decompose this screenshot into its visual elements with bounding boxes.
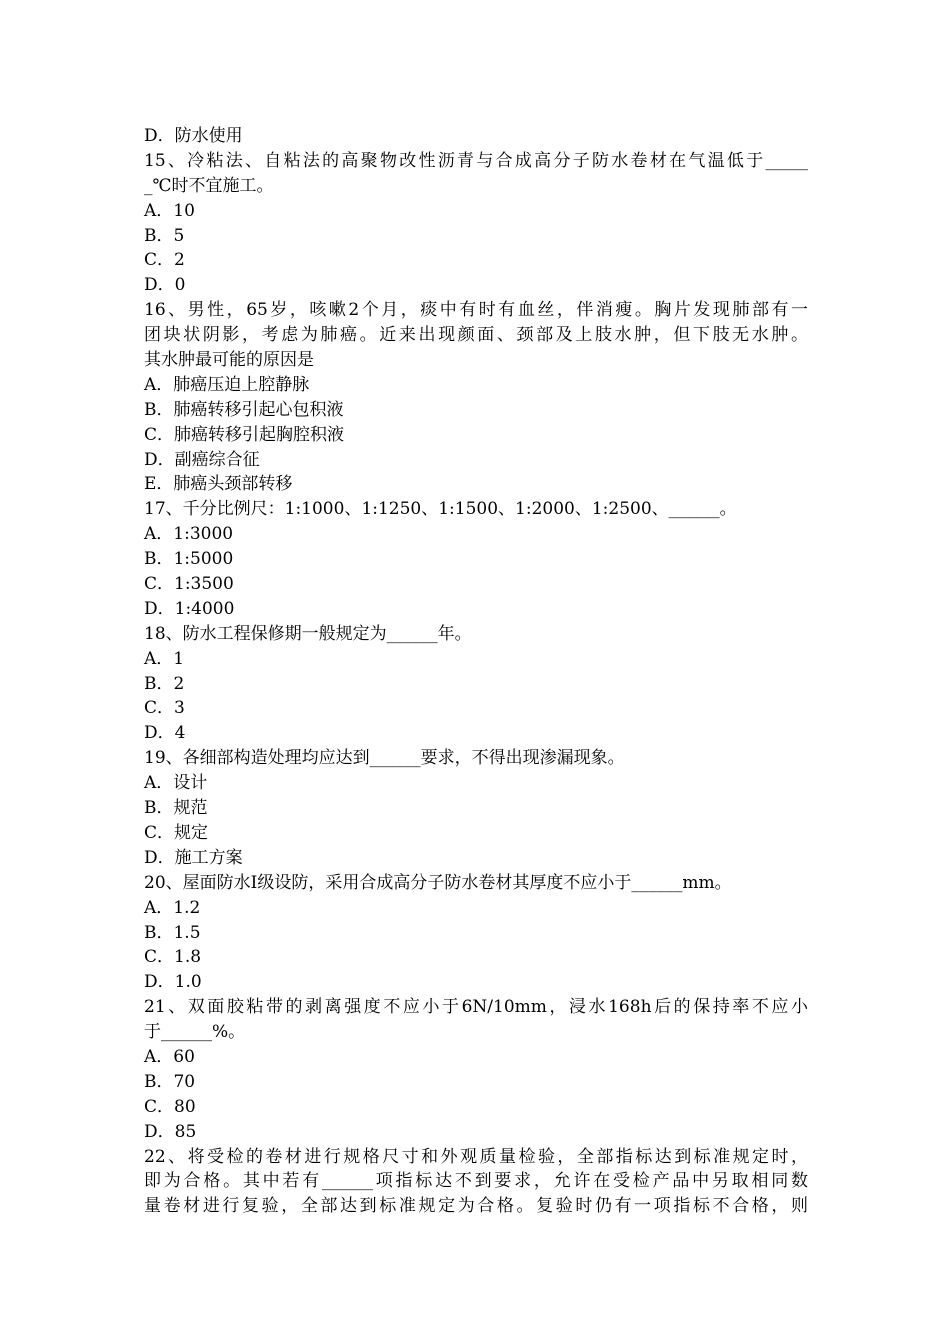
answer-option: D．4 <box>144 723 186 744</box>
answer-option: B．规范 <box>144 798 208 819</box>
answer-option: D．副癌综合征 <box>144 449 260 470</box>
answer-option: D．0 <box>144 275 186 296</box>
answer-option: A．10 <box>144 200 195 221</box>
answer-option: A．1 <box>144 648 185 669</box>
question-text-line: 18、防水工程保修期一般规定为______年。 <box>144 623 472 644</box>
answer-option: C．肺癌转移引起胸腔积液 <box>144 424 345 445</box>
question-text-line: _℃时不宜施工。 <box>144 175 274 196</box>
answer-option: C．1.8 <box>144 947 202 968</box>
answer-option: D．施工方案 <box>144 847 243 868</box>
answer-option: E．肺癌头颈部转移 <box>144 474 293 495</box>
question-text-line: 15、冷粘法、自粘法的高聚物改性沥青与合成高分子防水卷材在气温低于_____ <box>144 150 808 171</box>
answer-option: D．防水使用 <box>144 126 243 146</box>
question-text-line: 量卷材进行复验，全部达到标准规定为合格。复验时仍有一项指标不合格，则 <box>144 1196 808 1217</box>
question-text-line: 16、男性，65岁，咳嗽2个月，痰中有时有血丝，伴消瘦。胸片发现肺部有一 <box>144 300 808 321</box>
answer-option: C．80 <box>144 1096 196 1117</box>
answer-option: D．1:4000 <box>144 598 235 619</box>
question-text-line: 19、各细部构造处理均应达到______要求，不得出现渗漏现象。 <box>144 748 625 769</box>
answer-option: C．1:3500 <box>144 574 234 595</box>
question-text-line: 21、双面胶粘带的剥离强度不应小于6N/10mm，浸水168h后的保持率不应小 <box>144 997 808 1018</box>
question-text-line: 20、屋面防水Ⅰ级设防，采用合成高分子防水卷材其厚度不应小于______mm。 <box>144 872 732 893</box>
answer-option: C．3 <box>144 698 185 719</box>
answer-option: B．70 <box>144 1071 196 1092</box>
answer-option: C．规定 <box>144 822 209 843</box>
answer-option: B．1.5 <box>144 922 201 943</box>
answer-option: D．1.0 <box>144 972 202 993</box>
question-text-line: 于______%。 <box>144 1022 246 1043</box>
answer-option: B．5 <box>144 225 185 246</box>
answer-option: A．设计 <box>144 773 208 794</box>
question-text-line: 团块状阴影，考虑为肺癌。近来出现颜面、颈部及上肢水肿，但下肢无水肿。 <box>144 325 808 346</box>
document-body <box>144 124 808 1219</box>
answer-option: B．肺癌转移引起心包积液 <box>144 399 344 420</box>
question-text-line: 22、将受检的卷材进行规格尺寸和外观质量检验，全部指标达到标准规定时， <box>144 1146 808 1167</box>
answer-option: D．85 <box>144 1121 197 1142</box>
answer-option: A．1:3000 <box>144 524 234 545</box>
answer-option: C．2 <box>144 250 185 271</box>
answer-option: A．60 <box>144 1046 195 1067</box>
question-text-line: 其水肿最可能的原因是 <box>144 350 314 371</box>
answer-option: B．2 <box>144 673 185 694</box>
question-text-line: 17、千分比例尺：1:1000、1:1250、1:1500、1:2000、1:2500、______。 <box>144 499 737 520</box>
question-text-line: 即为合格。其中若有______项指标达不到要求，允许在受检产品中另取相同数 <box>144 1171 808 1192</box>
answer-option: A．肺癌压迫上腔静脉 <box>144 374 310 395</box>
answer-option: A．1.2 <box>144 897 201 918</box>
answer-option: B．1:5000 <box>144 549 234 570</box>
